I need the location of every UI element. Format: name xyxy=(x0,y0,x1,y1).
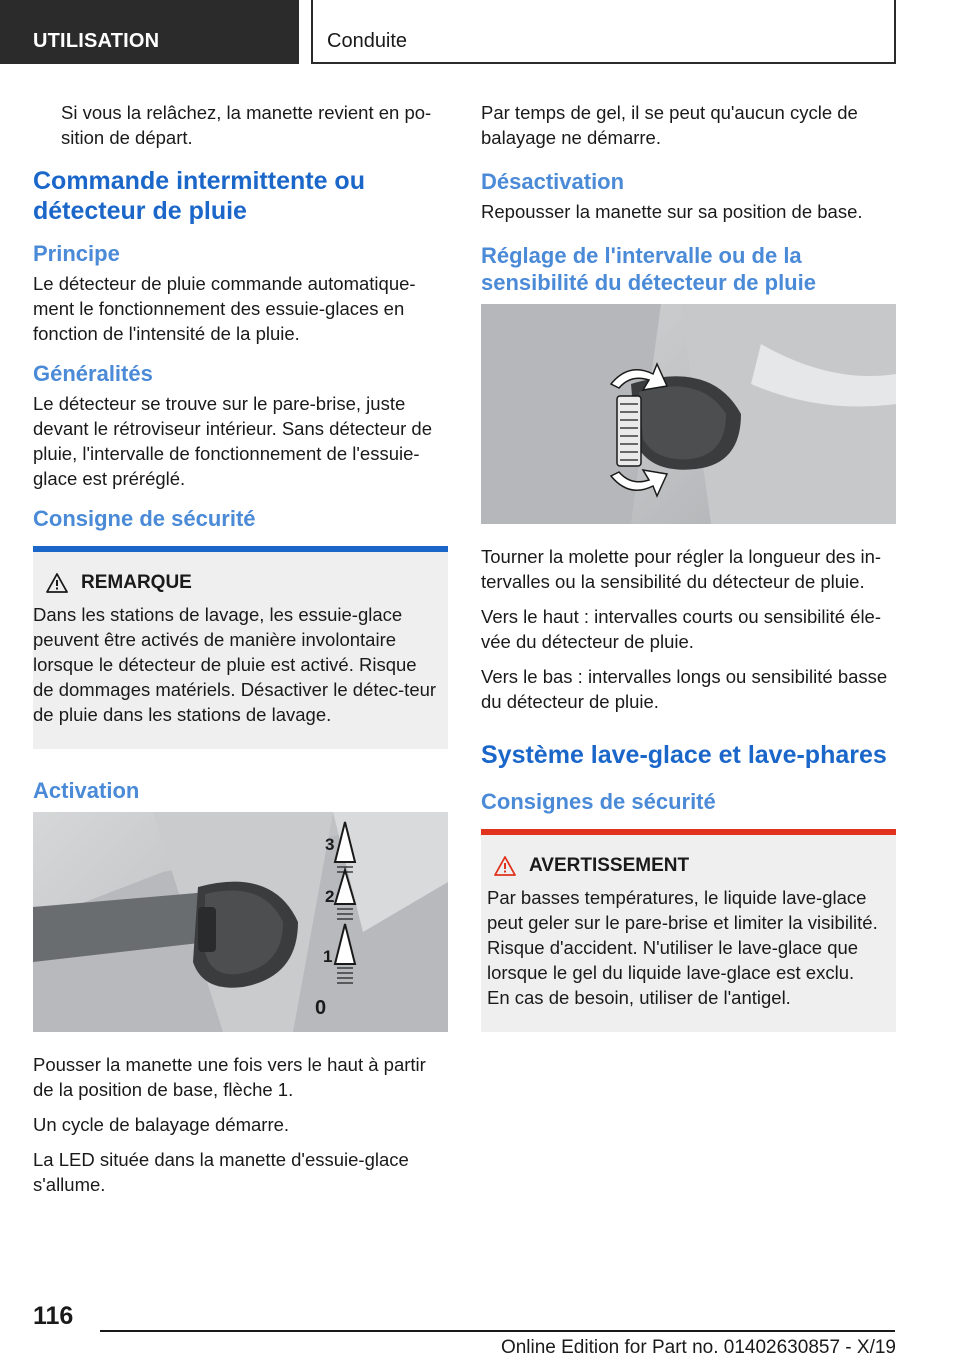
paragraph-bas: Vers le bas : intervalles longs ou sensibilité basse du détecteur de pluie. xyxy=(481,666,888,712)
section-tab: UTILISATION xyxy=(0,0,299,64)
warning-text: Par basses températures, le liquide lave-glace peut geler sur le pare-brise et limiter la visibilité. Risque d'accident. N'utiliser le lave-glace que lorsque le gel du liquide lave-glace est exclu. xyxy=(487,887,878,983)
heading-desactivation: Désactivation xyxy=(481,169,625,194)
rotary-wheel-illustration xyxy=(481,304,896,524)
wiper-lever-illustration xyxy=(33,812,448,1032)
heading-activation: Activation xyxy=(33,778,140,803)
notice-text: Dans les stations de lavage, les essuie-glace peuvent être activés de manière involontaire lorsque le détecteur de pluie est activé. Risque de dommages matériels. Désactiver le détec-teur de pluie dans les stations de lavage. xyxy=(33,604,437,725)
heading-reglage: Réglage de l'intervalle ou de la sensibilité du détecteur de pluie xyxy=(481,243,816,295)
notice-box xyxy=(33,546,448,749)
paragraph-tourner: Tourner la molette pour régler la longueur des in-tervalles ou la sensibilité du détecteur de pluie. xyxy=(481,546,882,592)
heading-intermittent: Commande intermittente ou détecteur de pluie xyxy=(33,167,365,225)
paragraph-principe: Le détecteur de pluie commande automatique-ment le fonctionnement des essuie-glaces en fonction de l'intensité de la pluie. xyxy=(33,273,416,344)
warning-title: AVERTISSEMENT xyxy=(529,855,690,876)
footer-divider xyxy=(100,1330,895,1332)
left-column xyxy=(33,100,448,1207)
notice-title: REMARQUE xyxy=(81,572,192,593)
heading-principe: Principe xyxy=(33,241,120,266)
paragraph-desactivation: Repousser la manette sur sa position de base. xyxy=(481,201,863,222)
figure-wiper-lever-positions xyxy=(33,812,448,1032)
paragraph-led: La LED située dans la manette d'essuie-glace s'allume. xyxy=(33,1149,409,1195)
figure-rotary-wheel xyxy=(481,304,896,524)
notice-header xyxy=(33,572,438,594)
arrow-label-2: 2 xyxy=(325,887,335,906)
heading-consignes: Consignes de sécurité xyxy=(481,789,716,814)
heading-generalites: Généralités xyxy=(33,361,153,386)
intro-paragraph: Si vous la relâchez, la manette revient en po-sition de départ. xyxy=(61,102,432,148)
page-number: 116 xyxy=(33,1302,74,1330)
warning-header xyxy=(481,855,886,877)
page-header xyxy=(0,0,960,66)
paragraph-gel: Par temps de gel, il se peut qu'aucun cycle de balayage ne démarre. xyxy=(481,102,858,148)
heading-systeme: Système lave-glace et lave-phares xyxy=(481,741,887,769)
right-column xyxy=(481,100,896,1060)
paragraph-haut: Vers le haut : intervalles courts ou sensibilité éle-vée du détecteur de pluie. xyxy=(481,606,882,652)
paragraph-cycle: Un cycle de balayage démarre. xyxy=(33,1114,290,1135)
arrow-label-0: 0 xyxy=(315,997,327,1019)
paragraph-pousser: Pousser la manette une fois vers le haut à partir de la position de base, flèche 1. xyxy=(33,1054,426,1100)
heading-securite: Consigne de sécurité xyxy=(33,506,256,531)
chapter-title: Conduite xyxy=(311,0,896,64)
paragraph-generalites: Le détecteur se trouve sur le pare-brise, juste devant le rétroviseur intérieur. Sans détecteur de pluie, l'intervalle de fonctionnement de l'essuie-glace est préréglé. xyxy=(33,393,433,489)
warning-triangle-icon xyxy=(481,856,529,876)
footer-edition: Online Edition for Part no. 01402630857 - X/19 xyxy=(500,1337,896,1358)
warning-box xyxy=(481,829,896,1032)
arrow-label-1: 1 xyxy=(323,947,333,966)
warning-triangle-icon xyxy=(33,573,81,593)
arrow-label-3: 3 xyxy=(325,835,335,854)
warning-text-2: En cas de besoin, utiliser de l'antigel. xyxy=(487,987,791,1008)
